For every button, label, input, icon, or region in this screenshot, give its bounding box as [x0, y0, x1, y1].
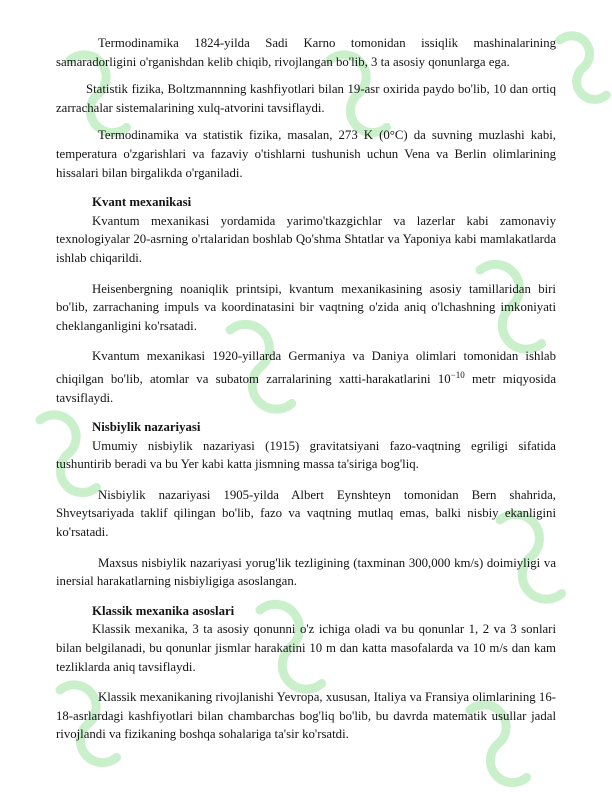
heading-kvant-mexanikasi: Kvant mexanikasi: [92, 195, 192, 210]
paragraph-kvant-texnologiyalar: Kvantum mexanikasi yordamida yarimo'tkazgichlar va lazerlar kabi zamonaviy texnologiyalar 20-asrning o'rtalaridan boshlab Qo'shma Shtatlar va Yaponiya kabi mamlakatlarda ishlab chiqarildi.: [56, 213, 556, 265]
paragraph-maxsus-nisbiylik: Maxsus nisbiylik nazariyasi yorug'lik tezligining (taxminan 300,000 km/s) doimiyligi va inersial harakatlarning nisbiyligiga asoslangan.: [56, 555, 556, 589]
heading-klassik-mexanika: Klassik mexanika asoslari: [92, 603, 235, 618]
paragraph-statistik-fizika: Statistik fizika, Boltzmannning kashfiyotlari bilan 19-asr oxirida paydo bo'lib, 10 dan ortiq zarrachalar sistemalarining xulq-atvorini tavsiflaydi.: [56, 82, 556, 115]
document-page: [56, 34, 556, 744]
paragraph-kvant-tarixi: [56, 347, 556, 407]
paragraph-klassik-rivojlanish: Klassik mexanikaning rivojlanishi Yevropa, xususan, Italiya va Fransiya olimlarining 16-18-asrlardagi kashfiyotlari bilan chambarchas bog'liq bo'lib, bu davrda matematik usullar jadal rivojlandi va fizikaning boshqa sohalariga ta'sir ko'rsatdi.: [56, 690, 556, 742]
paragraph-heisenberg: Heisenbergning noaniqlik printsipi, kvantum mexanikasining asosiy tamillaridan biri bo'lib, zarrachaning impuls va koordinatasini bir vaqtning o'zida aniq o'lchashning imkoniyati cheklanganligini ko'rsatadi.: [56, 281, 556, 333]
paragraph-termodinamika: Termodinamika 1824-yilda Sadi Karno tomonidan issiqlik mashinalarining samaradorligini o'rganishdan kelib chiqib, rivojlangan bo'lib, 3 ta asosiy qonunlarga ega.: [56, 36, 556, 69]
paragraph-fazaviy-otishlar: Termodinamika va statistik fizika, masalan, 273 K (0°C) da suvning muzlashi kabi, temperatura o'zgarishlari va fazaviy o'tishlarni tushunish uchun Vena va Berlin olimlarining hissalari bilan birgalikda o'rganiladi.: [56, 128, 556, 180]
exponent: −10: [450, 369, 465, 380]
kvant-text-a: Kvantum mexanikasi 1920-yillarda Germaniya va Daniya olimlari tomonidan ishlab chiqilgan bo'lib, atomlar va subatom zarralarining xatti-harakatlarini 10: [56, 349, 556, 386]
paragraph-umumiy-nisbiylik: Umumiy nisbiylik nazariyasi (1915) gravitatsiyani fazo-vaqtning egriligi sifatida tushuntirib beradi va bu Yer kabi katta jismning massa ta'siriga bog'liq.: [56, 438, 556, 472]
kvant-text-b: metr miqyosida tavsiflaydi.: [56, 371, 556, 405]
heading-nisbiylik-nazariyasi: Nisbiylik nazariyasi: [92, 420, 201, 435]
paragraph-eynshteyn: Nisbiylik nazariyasi 1905-yilda Albert Eynshteyn tomonidan Bern shahrida, Shveytsariyada taklif qilingan bo'lib, fazo va vaqtning mutlaq emas, balki nisbiy ekanligini ko'rsatadi.: [56, 487, 556, 540]
paragraph-klassik-qonunlar: Klassik mexanika, 3 ta asosiy qonunni o'z ichiga oladi va bu qonunlar 1, 2 va 3 sonlari bilan belgilanadi, bu qonunlar jismlar harakatini 10 m dan katta masofalarda va 10 m/s dan kam tezliklarda aniq tavsiflaydi.: [56, 622, 556, 674]
